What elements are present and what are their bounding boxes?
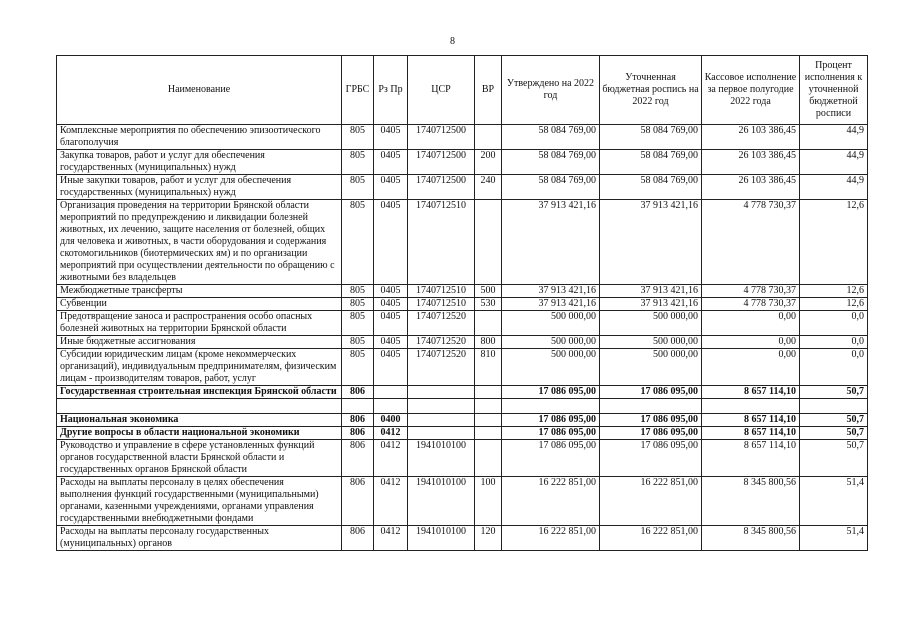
cell-percent: 44,9 bbox=[800, 150, 868, 175]
table-row bbox=[57, 311, 868, 336]
cell-revised: 500 000,00 bbox=[600, 336, 702, 349]
cell-rzpr: 0405 bbox=[374, 125, 408, 150]
cell-executed: 8 345 800,56 bbox=[702, 477, 800, 526]
cell-vr: 800 bbox=[475, 336, 502, 349]
cell-vr bbox=[475, 427, 502, 440]
cell-grbs: 805 bbox=[342, 336, 374, 349]
table-row bbox=[57, 175, 868, 200]
cell-csr bbox=[408, 414, 475, 427]
header-percent: Процент исполнения к уточненной бюджетной росписи bbox=[800, 56, 868, 125]
cell-name: Расходы на выплаты персоналу в целях обеспечения выполнения функций государственными (муниципальными) органами, казенными учреждениями, органами управления государственными внебюджетными фондами bbox=[57, 477, 342, 526]
cell-csr: 1740712510 bbox=[408, 285, 475, 298]
cell-vr: 200 bbox=[475, 150, 502, 175]
cell-csr: 1941010100 bbox=[408, 440, 475, 477]
cell-grbs: 805 bbox=[342, 349, 374, 386]
cell-grbs: 805 bbox=[342, 175, 374, 200]
table-row bbox=[57, 200, 868, 285]
cell-executed: 8 657 114,10 bbox=[702, 440, 800, 477]
cell-approved: 17 086 095,00 bbox=[502, 427, 600, 440]
cell-revised: 58 084 769,00 bbox=[600, 175, 702, 200]
cell-revised: 500 000,00 bbox=[600, 311, 702, 336]
cell-approved: 17 086 095,00 bbox=[502, 386, 600, 399]
cell-revised: 37 913 421,16 bbox=[600, 200, 702, 285]
cell-vr bbox=[475, 200, 502, 285]
header-approved: Утверждено на 2022 год bbox=[502, 56, 600, 125]
table-header-row bbox=[57, 56, 868, 125]
cell-vr: 810 bbox=[475, 349, 502, 386]
cell-name: Закупка товаров, работ и услуг для обеспечения государственных (муниципальных) нужд bbox=[57, 150, 342, 175]
cell-rzpr: 0400 bbox=[374, 414, 408, 427]
cell-approved: 500 000,00 bbox=[502, 349, 600, 386]
cell-csr bbox=[408, 386, 475, 399]
cell-revised: 37 913 421,16 bbox=[600, 298, 702, 311]
cell-name: Предотвращение заноса и распространения особо опасных болезней животных на территории Брянской области bbox=[57, 311, 342, 336]
cell-revised: 500 000,00 bbox=[600, 349, 702, 386]
cell-csr bbox=[408, 399, 475, 414]
cell-executed: 26 103 386,45 bbox=[702, 150, 800, 175]
cell-grbs: 806 bbox=[342, 526, 374, 551]
cell-rzpr bbox=[374, 399, 408, 414]
cell-vr bbox=[475, 311, 502, 336]
table-row bbox=[57, 298, 868, 311]
cell-approved bbox=[502, 399, 600, 414]
cell-percent: 0,0 bbox=[800, 336, 868, 349]
cell-name: Расходы на выплаты персоналу государственных (муниципальных) органов bbox=[57, 526, 342, 551]
table-row bbox=[57, 125, 868, 150]
cell-revised: 58 084 769,00 bbox=[600, 125, 702, 150]
cell-executed: 8 657 114,10 bbox=[702, 414, 800, 427]
cell-rzpr: 0405 bbox=[374, 200, 408, 285]
cell-rzpr: 0412 bbox=[374, 526, 408, 551]
cell-revised: 58 084 769,00 bbox=[600, 150, 702, 175]
cell-executed: 4 778 730,37 bbox=[702, 200, 800, 285]
cell-vr bbox=[475, 399, 502, 414]
cell-approved: 37 913 421,16 bbox=[502, 285, 600, 298]
cell-percent: 51,4 bbox=[800, 526, 868, 551]
cell-revised: 17 086 095,00 bbox=[600, 414, 702, 427]
cell-approved: 17 086 095,00 bbox=[502, 440, 600, 477]
table-body bbox=[57, 125, 868, 551]
cell-percent: 0,0 bbox=[800, 349, 868, 386]
table-row bbox=[57, 349, 868, 386]
cell-rzpr: 0412 bbox=[374, 427, 408, 440]
cell-percent: 12,6 bbox=[800, 200, 868, 285]
cell-executed: 0,00 bbox=[702, 336, 800, 349]
page-number: 8 bbox=[450, 36, 455, 47]
header-csr: ЦСР bbox=[408, 56, 475, 125]
cell-vr bbox=[475, 440, 502, 477]
cell-revised: 17 086 095,00 bbox=[600, 386, 702, 399]
cell-grbs: 805 bbox=[342, 200, 374, 285]
cell-executed: 26 103 386,45 bbox=[702, 125, 800, 150]
cell-executed: 4 778 730,37 bbox=[702, 298, 800, 311]
cell-name: Национальная экономика bbox=[57, 414, 342, 427]
cell-rzpr: 0405 bbox=[374, 311, 408, 336]
cell-revised bbox=[600, 399, 702, 414]
cell-revised: 17 086 095,00 bbox=[600, 440, 702, 477]
cell-grbs: 805 bbox=[342, 311, 374, 336]
cell-name bbox=[57, 399, 342, 414]
cell-vr: 120 bbox=[475, 526, 502, 551]
cell-csr bbox=[408, 427, 475, 440]
cell-approved: 58 084 769,00 bbox=[502, 125, 600, 150]
cell-grbs: 806 bbox=[342, 477, 374, 526]
cell-grbs: 806 bbox=[342, 386, 374, 399]
table-row bbox=[57, 477, 868, 526]
cell-approved: 58 084 769,00 bbox=[502, 150, 600, 175]
cell-approved: 37 913 421,16 bbox=[502, 298, 600, 311]
cell-percent: 44,9 bbox=[800, 175, 868, 200]
cell-executed bbox=[702, 399, 800, 414]
cell-revised: 16 222 851,00 bbox=[600, 526, 702, 551]
header-vr: ВР bbox=[475, 56, 502, 125]
cell-csr: 1941010100 bbox=[408, 526, 475, 551]
cell-executed: 8 657 114,10 bbox=[702, 427, 800, 440]
cell-executed: 26 103 386,45 bbox=[702, 175, 800, 200]
table-row bbox=[57, 427, 868, 440]
cell-csr: 1740712510 bbox=[408, 200, 475, 285]
cell-grbs: 806 bbox=[342, 414, 374, 427]
cell-percent: 44,9 bbox=[800, 125, 868, 150]
cell-rzpr: 0405 bbox=[374, 298, 408, 311]
cell-percent: 50,7 bbox=[800, 414, 868, 427]
cell-name: Государственная строительная инспекция Брянской области bbox=[57, 386, 342, 399]
cell-rzpr: 0405 bbox=[374, 336, 408, 349]
cell-name: Субсидии юридическим лицам (кроме некоммерческих организаций), индивидуальным предпринимателям, физическим лицам - производителям товаров, работ, услуг bbox=[57, 349, 342, 386]
table-row bbox=[57, 414, 868, 427]
cell-csr: 1740712500 bbox=[408, 175, 475, 200]
cell-csr: 1740712520 bbox=[408, 349, 475, 386]
table-row bbox=[57, 285, 868, 298]
cell-percent: 51,4 bbox=[800, 477, 868, 526]
cell-grbs bbox=[342, 399, 374, 414]
cell-name: Другие вопросы в области национальной экономики bbox=[57, 427, 342, 440]
cell-approved: 500 000,00 bbox=[502, 336, 600, 349]
cell-name: Субвенции bbox=[57, 298, 342, 311]
cell-executed: 4 778 730,37 bbox=[702, 285, 800, 298]
cell-grbs: 805 bbox=[342, 150, 374, 175]
cell-vr bbox=[475, 386, 502, 399]
table-row bbox=[57, 150, 868, 175]
table-row bbox=[57, 336, 868, 349]
cell-name: Комплексные мероприятия по обеспечению эпизоотического благополучия bbox=[57, 125, 342, 150]
cell-rzpr: 0405 bbox=[374, 285, 408, 298]
cell-percent: 50,7 bbox=[800, 440, 868, 477]
cell-rzpr: 0405 bbox=[374, 150, 408, 175]
cell-name: Организация проведения на территории Брянской области мероприятий по предупреждению и ликвидации болезней животных, их лечению, защите населения от болезней, общих для человека и животных, в части оборудования и содержания скотомогильников (биотермических ям) и по организации мероприятий при осуществлении деятельности по обращению с животными без владельцев bbox=[57, 200, 342, 285]
table-row bbox=[57, 440, 868, 477]
cell-approved: 37 913 421,16 bbox=[502, 200, 600, 285]
cell-vr: 100 bbox=[475, 477, 502, 526]
cell-name: Иные закупки товаров, работ и услуг для обеспечения государственных (муниципальных) нужд bbox=[57, 175, 342, 200]
cell-csr: 1740712500 bbox=[408, 150, 475, 175]
cell-approved: 16 222 851,00 bbox=[502, 526, 600, 551]
cell-vr: 500 bbox=[475, 285, 502, 298]
cell-vr bbox=[475, 414, 502, 427]
cell-grbs: 806 bbox=[342, 427, 374, 440]
cell-percent: 12,6 bbox=[800, 285, 868, 298]
cell-percent: 50,7 bbox=[800, 427, 868, 440]
cell-executed: 0,00 bbox=[702, 311, 800, 336]
header-executed: Кассовое исполнение за первое полугодие 2022 года bbox=[702, 56, 800, 125]
cell-rzpr: 0405 bbox=[374, 349, 408, 386]
cell-vr: 530 bbox=[475, 298, 502, 311]
cell-revised: 37 913 421,16 bbox=[600, 285, 702, 298]
cell-vr bbox=[475, 125, 502, 150]
header-grbs: ГРБС bbox=[342, 56, 374, 125]
table-row bbox=[57, 386, 868, 399]
header-revised: Уточненная бюджетная роспись на 2022 год bbox=[600, 56, 702, 125]
table-row bbox=[57, 399, 868, 414]
header-rzpr: Рз Пр bbox=[374, 56, 408, 125]
cell-name: Руководство и управление в сфере установленных функций органов государственной власти Брянской области и государственных органов Брянской области bbox=[57, 440, 342, 477]
cell-grbs: 805 bbox=[342, 125, 374, 150]
cell-revised: 16 222 851,00 bbox=[600, 477, 702, 526]
cell-rzpr: 0412 bbox=[374, 477, 408, 526]
cell-rzpr: 0412 bbox=[374, 440, 408, 477]
cell-grbs: 806 bbox=[342, 440, 374, 477]
cell-approved: 58 084 769,00 bbox=[502, 175, 600, 200]
cell-percent: 50,7 bbox=[800, 386, 868, 399]
cell-csr: 1941010100 bbox=[408, 477, 475, 526]
table-row bbox=[57, 526, 868, 551]
cell-percent bbox=[800, 399, 868, 414]
cell-name: Иные бюджетные ассигнования bbox=[57, 336, 342, 349]
cell-percent: 0,0 bbox=[800, 311, 868, 336]
cell-vr: 240 bbox=[475, 175, 502, 200]
budget-table bbox=[56, 55, 868, 551]
cell-executed: 0,00 bbox=[702, 349, 800, 386]
cell-csr: 1740712520 bbox=[408, 311, 475, 336]
cell-approved: 17 086 095,00 bbox=[502, 414, 600, 427]
cell-name: Межбюджетные трансферты bbox=[57, 285, 342, 298]
cell-csr: 1740712510 bbox=[408, 298, 475, 311]
cell-csr: 1740712500 bbox=[408, 125, 475, 150]
cell-grbs: 805 bbox=[342, 285, 374, 298]
cell-revised: 17 086 095,00 bbox=[600, 427, 702, 440]
cell-csr: 1740712520 bbox=[408, 336, 475, 349]
cell-grbs: 805 bbox=[342, 298, 374, 311]
cell-approved: 16 222 851,00 bbox=[502, 477, 600, 526]
cell-executed: 8 657 114,10 bbox=[702, 386, 800, 399]
cell-rzpr: 0405 bbox=[374, 175, 408, 200]
cell-approved: 500 000,00 bbox=[502, 311, 600, 336]
header-name: Наименование bbox=[57, 56, 342, 125]
cell-rzpr bbox=[374, 386, 408, 399]
cell-executed: 8 345 800,56 bbox=[702, 526, 800, 551]
cell-percent: 12,6 bbox=[800, 298, 868, 311]
